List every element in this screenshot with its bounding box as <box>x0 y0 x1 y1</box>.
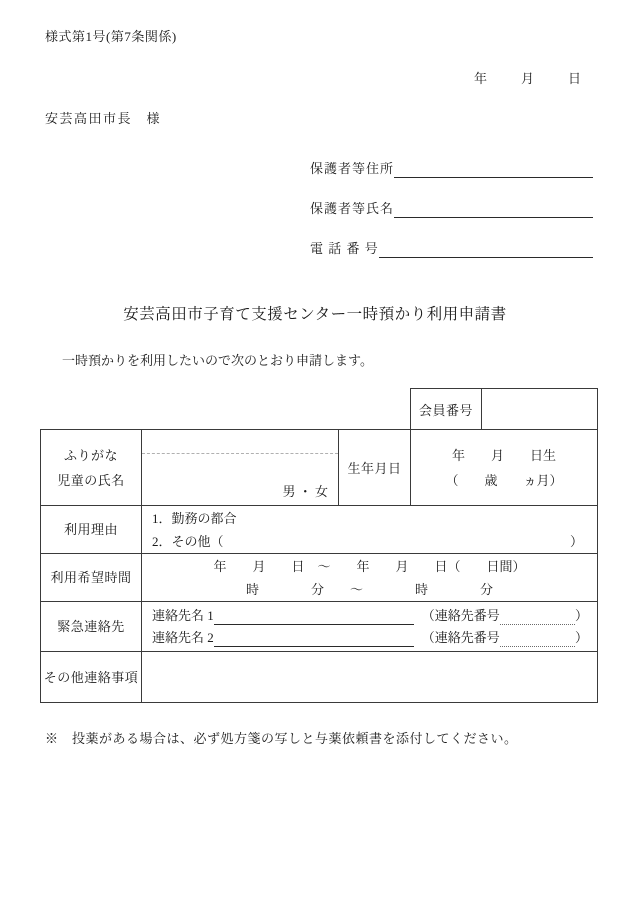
contact-2-name-underline <box>214 629 414 647</box>
desired-date-range-line: 年 月 日 ～ 年 月 日（ 日間） <box>213 558 526 574</box>
reason-option-1: 1．勤務の都合 <box>152 510 237 526</box>
desired-time-header-cell <box>41 554 142 601</box>
dob-label: 生年月日 <box>347 461 402 476</box>
desired-hour-range-line: 時 分 ～ 時 分 <box>245 581 493 597</box>
reason-option-2 <box>152 530 583 553</box>
form-title: 安芸高田市子育て支援センター一時預かり利用申請書 <box>123 306 507 323</box>
desired-time-input-cell <box>142 554 597 601</box>
dob-age-line: （ 歳 ヵ月） <box>445 472 563 488</box>
emergency-header-cell <box>41 602 142 651</box>
guardian-phone-line <box>310 238 593 258</box>
dob-input-cell <box>411 430 597 505</box>
guardian-name-underline <box>394 200 593 218</box>
desired-time-label: 利用希望時間 <box>50 570 132 585</box>
guardian-address-label: 保護者等住所 <box>310 161 395 176</box>
gender-options: 男 ・ 女 <box>282 484 328 499</box>
contact-1-phone-prefix: （連絡先番号 <box>421 607 500 623</box>
other-notes-label: その他連絡事項 <box>43 669 139 685</box>
dob-date-line: 年 月 日生 <box>451 447 556 463</box>
contact-1-name-underline <box>214 607 414 625</box>
member-number-label: 会員番号 <box>411 389 482 429</box>
reason-option-2-prefix: 2．その他（ <box>152 533 224 549</box>
emergency-contact-row <box>41 602 597 652</box>
date-day-label: 日 <box>567 71 582 86</box>
contact-2-phone-prefix: （連絡先番号 <box>421 629 500 645</box>
emergency-contact-2-line <box>152 629 588 647</box>
medication-note: ※ 投薬がある場合は、必ず処方箋の写しと与薬依頼書を添付してください。 <box>45 731 518 746</box>
desired-time-row <box>41 554 597 602</box>
contact-2-name-label: 連絡先名 2 <box>152 629 214 645</box>
application-table <box>40 429 598 703</box>
other-notes-input-cell <box>142 652 597 702</box>
reason-label: 利用理由 <box>63 522 118 537</box>
child-name-label: 児童の氏名 <box>57 472 125 488</box>
child-name-header-cell <box>41 430 142 505</box>
guardian-name-line <box>310 198 593 218</box>
guardian-address-underline <box>394 160 593 178</box>
other-notes-row <box>41 652 597 702</box>
emergency-label: 緊急連絡先 <box>57 619 125 634</box>
member-number-value-cell <box>482 389 597 429</box>
reason-option-2-suffix: ） <box>569 533 583 549</box>
reason-row <box>41 506 597 554</box>
member-number-box <box>410 388 598 430</box>
child-name-input-cell <box>142 430 339 505</box>
intro-text: 一時預かりを利用したいので次のとおり申請します。 <box>62 353 373 368</box>
addressee: 安芸高田市長 様 <box>45 111 162 126</box>
child-info-row <box>41 430 597 506</box>
contact-2-phone-suffix: ） <box>574 629 588 645</box>
date-year-label: 年 <box>473 71 488 86</box>
other-notes-header-cell <box>41 652 142 702</box>
furigana-divider-line <box>142 453 338 454</box>
contact-1-phone-suffix: ） <box>574 607 588 623</box>
furigana-label: ふりがな <box>63 447 118 463</box>
emergency-input-cell <box>142 602 597 651</box>
contact-1-phone-underline <box>500 607 575 625</box>
date-month-label: 月 <box>520 71 535 86</box>
reason-header-cell <box>41 506 142 553</box>
guardian-phone-label: 電 話 番 号 <box>310 241 379 256</box>
reason-input-cell <box>142 506 597 553</box>
form-number: 様式第1号(第7条関係) <box>45 29 177 44</box>
guardian-address-line <box>310 158 593 178</box>
emergency-contact-1-line <box>152 607 588 625</box>
date-line <box>474 68 582 87</box>
guardian-name-label: 保護者等氏名 <box>310 201 395 216</box>
guardian-block <box>310 158 593 278</box>
contact-2-phone-underline <box>500 629 575 647</box>
contact-1-name-label: 連絡先名 1 <box>152 607 214 623</box>
reason-option-2-blank <box>224 530 570 553</box>
guardian-phone-underline <box>379 240 593 258</box>
dob-header-cell <box>339 430 411 505</box>
